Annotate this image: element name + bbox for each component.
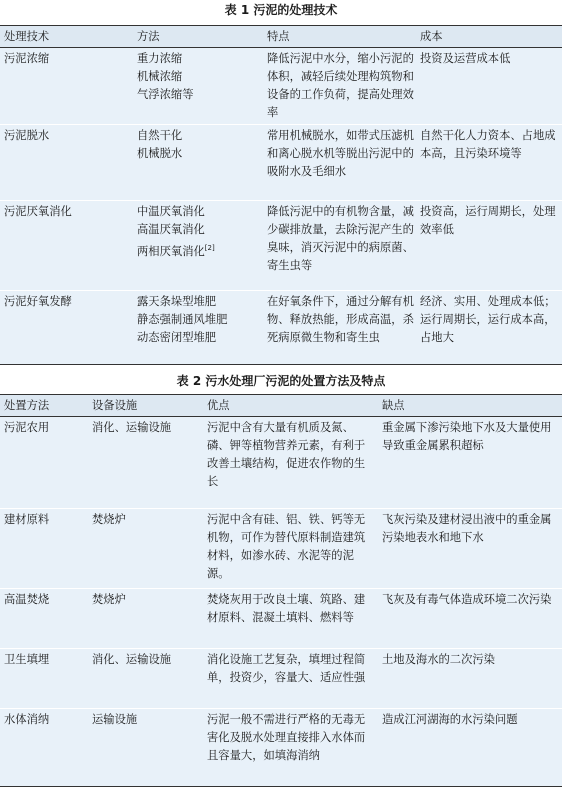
table-row [0,509,562,589]
feature-cell: 降低污泥中水分，缩小污泥的体积，减轻后续处理构筑物和设备的工作负荷，提高处理效率 [263,48,416,125]
feature-cell: 在好氧条件下，通过分解有机物、释放热能，形成高温，杀死病原微生物和寄生虫 [263,291,416,365]
method-cell: 水体消纳 [0,709,88,787]
method-item: 露天条垛型堆肥 [137,295,217,308]
equipment-cell: 焚烧炉 [88,509,203,589]
method-item: 静态强制通风堆肥 [137,313,228,326]
feature-cell: 降低污泥中的有机物含量，减少碳排放量，去除污泥产生的臭味，消灭污泥中的病原菌、寄生虫等 [263,201,416,291]
table2-header-cons: 缺点 [378,395,562,417]
method-item: 自然干化 [137,129,183,142]
cost-cell: 经济、实用、处理成本低；运行周期长，运行成本高，占地大 [416,291,562,365]
cost-cell: 自然干化人力资本、占地成本高，且污染环境等 [416,125,562,201]
cons-cell: 土地及海水的二次污染 [378,649,562,709]
method-cell [133,291,263,365]
table-row [0,649,562,709]
table-row [0,291,562,365]
table-row [0,125,562,201]
tech-cell: 污泥好氧发酵 [0,291,133,365]
table1-header-cost: 成本 [416,26,562,48]
method-item [137,239,261,261]
table1-caption: 表 1 污泥的处理技术 [224,3,338,17]
table2 [0,394,562,787]
equipment-cell: 消化、运输设施 [88,649,203,709]
feature-cell: 常用机械脱水，如带式压滤机和离心脱水机等脱出污泥中的吸附水及毛细水 [263,125,416,201]
table1-header-tech: 处理技术 [0,26,133,48]
tech-cell: 污泥脱水 [0,125,133,201]
method-cell [133,201,263,291]
method-item-text: 两相厌氧消化 [137,245,205,258]
method-item: 气浮浓缩等 [137,88,194,101]
cons-cell: 重金属下渗污染地下水及大量使用导致重金属累积超标 [378,417,562,509]
table-row [0,589,562,649]
pros-cell: 污泥中含有大量有机质及氮、磷、钾等植物营养元素，有利于改善土壤结构，促进农作物的生长 [203,417,378,509]
method-item: 重力浓缩 [137,52,183,65]
method-item: 动态密闭型堆肥 [137,331,217,344]
table2-header-pros: 优点 [203,395,378,417]
method-cell: 建材原料 [0,509,88,589]
table-row [0,417,562,509]
table2-header-equipment: 设备设施 [88,395,203,417]
table2-header-method: 处置方法 [0,395,88,417]
equipment-cell: 运输设施 [88,709,203,787]
method-cell: 污泥农用 [0,417,88,509]
pros-cell: 污泥中含有硅、铝、铁、钙等无机物，可作为替代原料制造建筑材料，如渗水砖、水泥等的泥源。 [203,509,378,589]
method-item: 机械脱水 [137,147,183,160]
tech-cell: 污泥厌氧消化 [0,201,133,291]
equipment-cell: 消化、运输设施 [88,417,203,509]
method-cell [133,125,263,201]
table1-header-feature: 特点 [263,26,416,48]
method-item: 机械浓缩 [137,70,183,83]
table2-header-row [0,395,562,417]
method-cell: 卫生填埋 [0,649,88,709]
pros-cell: 消化设施工艺复杂，填埋过程简单，投资少，容量大、适应性强 [203,649,378,709]
cost-cell: 投资高，运行周期长，处理效率低 [416,201,562,291]
equipment-cell: 焚烧炉 [88,589,203,649]
method-cell: 高温焚烧 [0,589,88,649]
method-item: 高温厌氧消化 [137,223,205,236]
table1-header-row [0,26,562,48]
cost-cell: 投资及运营成本低 [416,48,562,125]
table1 [0,25,562,365]
pros-cell: 污泥一般不需进行严格的无毒无害化及脱水处理直接排入水体而且容量大，如填海消纳 [203,709,378,787]
cons-cell: 造成江河湖海的水污染问题 [378,709,562,787]
tech-cell: 污泥浓缩 [0,48,133,125]
reference-marker: [2] [204,244,215,252]
table-row [0,48,562,125]
pros-cell: 焚烧灰用于改良土壤、筑路、建材原料、混凝土填料、燃料等 [203,589,378,649]
cons-cell: 飞灰污染及建材浸出液中的重金属污染地表水和地下水 [378,509,562,589]
table-row [0,201,562,291]
table-row [0,709,562,787]
table2-caption: 表 2 污水处理厂污泥的处置方法及特点 [176,374,386,388]
method-item: 中温厌氧消化 [137,205,205,218]
table1-header-method: 方法 [133,26,263,48]
method-cell [133,48,263,125]
cons-cell: 飞灰及有毒气体造成环境二次污染 [378,589,562,649]
